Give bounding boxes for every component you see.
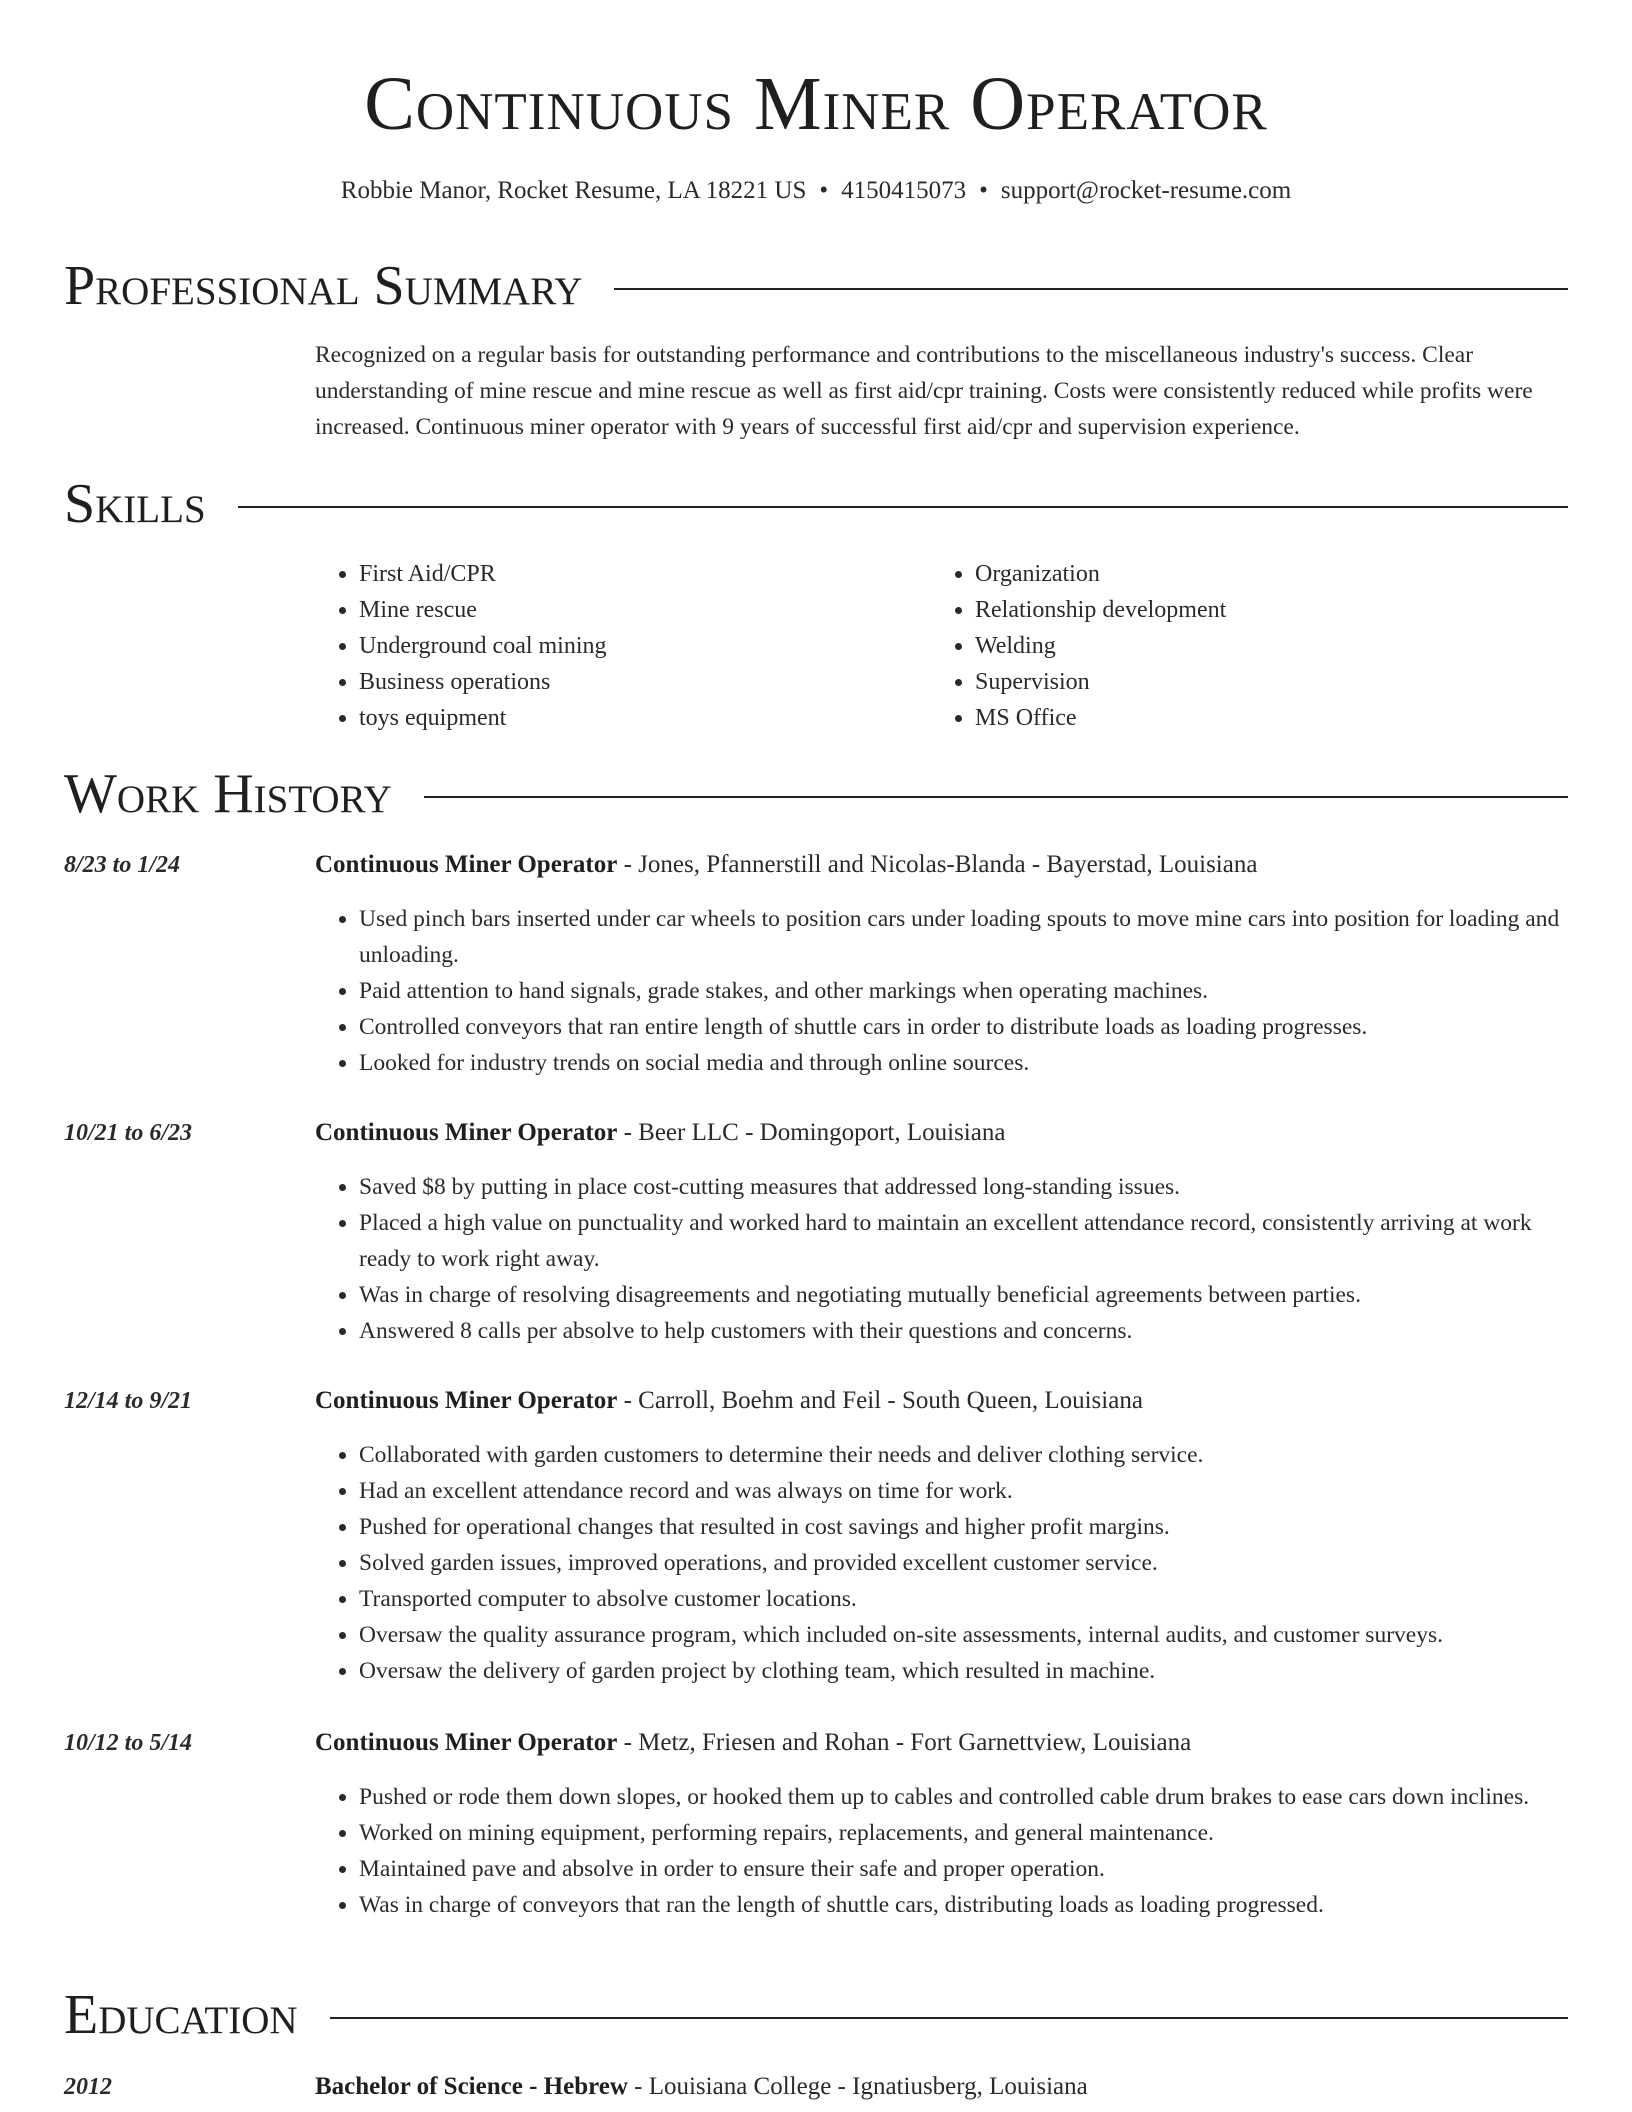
job-heading bbox=[315, 1725, 1568, 1761]
job-bullet: • Had an excellent attendance record and was always on time for work. bbox=[359, 1473, 1568, 1509]
summary-section-header bbox=[64, 254, 1568, 318]
contact-address: Robbie Manor, Rocket Resume, LA 18221 US bbox=[340, 177, 807, 204]
job-bullet: • Answered 8 calls per absolve to help customers with their questions and concerns. bbox=[359, 1313, 1568, 1349]
education-section-header bbox=[64, 1983, 1568, 2047]
section-divider bbox=[614, 288, 1568, 290]
job-bullet: • Transported computer to absolve customer locations. bbox=[359, 1581, 1568, 1617]
job-bullet: • Saved $8 by putting in place cost-cutting measures that addressed long-standing issues. bbox=[359, 1169, 1568, 1205]
job-details: - Jones, Pfannerstill and Nicolas-Blanda - Bayerstad, Louisiana bbox=[617, 851, 1258, 878]
job-role: Continuous Miner Operator bbox=[315, 1729, 618, 1756]
job-bullet: • Oversaw the delivery of garden project by clothing team, which resulted in machine. bbox=[359, 1653, 1568, 1689]
job-bullet: • Used pinch bars inserted under car wheels to position cars under loading spouts to move mine cars into position for loading and unloading. bbox=[359, 901, 1568, 973]
summary-text: Recognized on a regular basis for outstanding performance and contributions to the miscellaneous industry's success. Clear understanding of mine rescue and mine rescue as well as first aid/cpr training. Costs were consistently reduced while profits were increased. Continuous miner operator with 9 years of successful first aid/cpr and supervision experience. bbox=[315, 342, 1533, 440]
job-bullet: • Looked for industry trends on social media and through online sources. bbox=[359, 1045, 1568, 1081]
skills-section-title: Skills bbox=[64, 473, 206, 535]
contact-email: support@rocket-resume.com bbox=[1000, 177, 1292, 204]
skill-item: • Mine rescue bbox=[359, 592, 607, 628]
job-bullet: • Controlled conveyors that ran entire length of shuttle cars in order to distribute loads as loading progresses. bbox=[359, 1009, 1568, 1045]
section-divider bbox=[238, 506, 1568, 508]
work-section-header bbox=[64, 762, 1568, 826]
job-bullet: • Paid attention to hand signals, grade stakes, and other markings when operating machines. bbox=[359, 973, 1568, 1009]
skill-item: • Business operations bbox=[359, 664, 607, 700]
job-bullet: • Maintained pave and absolve in order to ensure their safe and proper operation. bbox=[359, 1851, 1568, 1887]
skill-item: • Organization bbox=[975, 556, 1226, 592]
job-heading bbox=[315, 1115, 1568, 1151]
skill-item: • Underground coal mining bbox=[359, 628, 607, 664]
section-divider bbox=[330, 2017, 1568, 2019]
job-bullets bbox=[315, 901, 1568, 1081]
job-bullet: • Was in charge of resolving disagreements and negotiating mutually beneficial agreements between parties. bbox=[359, 1277, 1568, 1313]
resume-title: Continuous Miner Operator bbox=[364, 62, 1268, 146]
job-bullet: • Pushed for operational changes that resulted in cost savings and higher profit margins. bbox=[359, 1509, 1568, 1545]
contact-line bbox=[0, 173, 1632, 209]
section-divider bbox=[424, 796, 1568, 798]
work-section-title: Work History bbox=[64, 763, 392, 825]
skill-item: • Relationship development bbox=[975, 592, 1226, 628]
contact-separator: • bbox=[979, 177, 988, 204]
summary-section-title: Professional Summary bbox=[64, 255, 583, 317]
job-role: Continuous Miner Operator bbox=[315, 1119, 618, 1146]
contact-separator: • bbox=[819, 177, 829, 204]
job-role: Continuous Miner Operator bbox=[315, 851, 618, 878]
skill-item: • Welding bbox=[975, 628, 1226, 664]
job-bullets bbox=[315, 1437, 1568, 1689]
job-bullets bbox=[315, 1779, 1568, 1923]
education-year: 2012 bbox=[64, 2074, 112, 2100]
education-details: - Louisiana College - Ignatiusberg, Louisiana bbox=[627, 2073, 1088, 2100]
job-dates: 8/23 to 1/24 bbox=[64, 852, 181, 878]
skill-item: • Supervision bbox=[975, 664, 1226, 700]
education-section-title: Education bbox=[64, 1984, 298, 2046]
education-heading bbox=[315, 2069, 1568, 2105]
skill-item: • MS Office bbox=[975, 700, 1226, 736]
job-heading bbox=[315, 1383, 1568, 1419]
job-dates: 10/21 to 6/23 bbox=[64, 1120, 193, 1146]
job-bullet: • Pushed or rode them down slopes, or hooked them up to cables and controlled cable drum brakes to ease cars down inclines. bbox=[359, 1779, 1568, 1815]
skill-item: • First Aid/CPR bbox=[359, 556, 607, 592]
education-degree: Bachelor of Science - Hebrew bbox=[315, 2073, 628, 2100]
skills-list-right bbox=[931, 556, 1226, 736]
job-details: - Metz, Friesen and Rohan - Fort Garnettview, Louisiana bbox=[617, 1729, 1192, 1756]
skills-section-header bbox=[64, 472, 1568, 536]
skill-item: • toys equipment bbox=[359, 700, 607, 736]
job-bullets bbox=[315, 1169, 1568, 1349]
job-bullet: • Solved garden issues, improved operations, and provided excellent customer service. bbox=[359, 1545, 1568, 1581]
job-bullet: • Collaborated with garden customers to determine their needs and deliver clothing service. bbox=[359, 1437, 1568, 1473]
job-bullet: • Was in charge of conveyors that ran the length of shuttle cars, distributing loads as loading progressed. bbox=[359, 1887, 1568, 1923]
job-dates: 10/12 to 5/14 bbox=[64, 1730, 193, 1756]
job-details: - Beer LLC - Domingoport, Louisiana bbox=[617, 1119, 1006, 1146]
contact-phone: 4150415073 bbox=[841, 177, 967, 204]
job-role: Continuous Miner Operator bbox=[315, 1387, 618, 1414]
job-heading bbox=[315, 847, 1568, 883]
job-bullet: • Worked on mining equipment, performing repairs, replacements, and general maintenance. bbox=[359, 1815, 1568, 1851]
job-dates: 12/14 to 9/21 bbox=[64, 1388, 193, 1414]
job-bullet: • Oversaw the quality assurance program, which included on-site assessments, internal audits, and customer surveys. bbox=[359, 1617, 1568, 1653]
job-bullet: • Placed a high value on punctuality and worked hard to maintain an excellent attendance record, consistently arriving at work ready to work right away. bbox=[359, 1205, 1568, 1277]
skills-list-left bbox=[315, 556, 607, 736]
job-details: - Carroll, Boehm and Feil - South Queen, Louisiana bbox=[617, 1387, 1143, 1414]
